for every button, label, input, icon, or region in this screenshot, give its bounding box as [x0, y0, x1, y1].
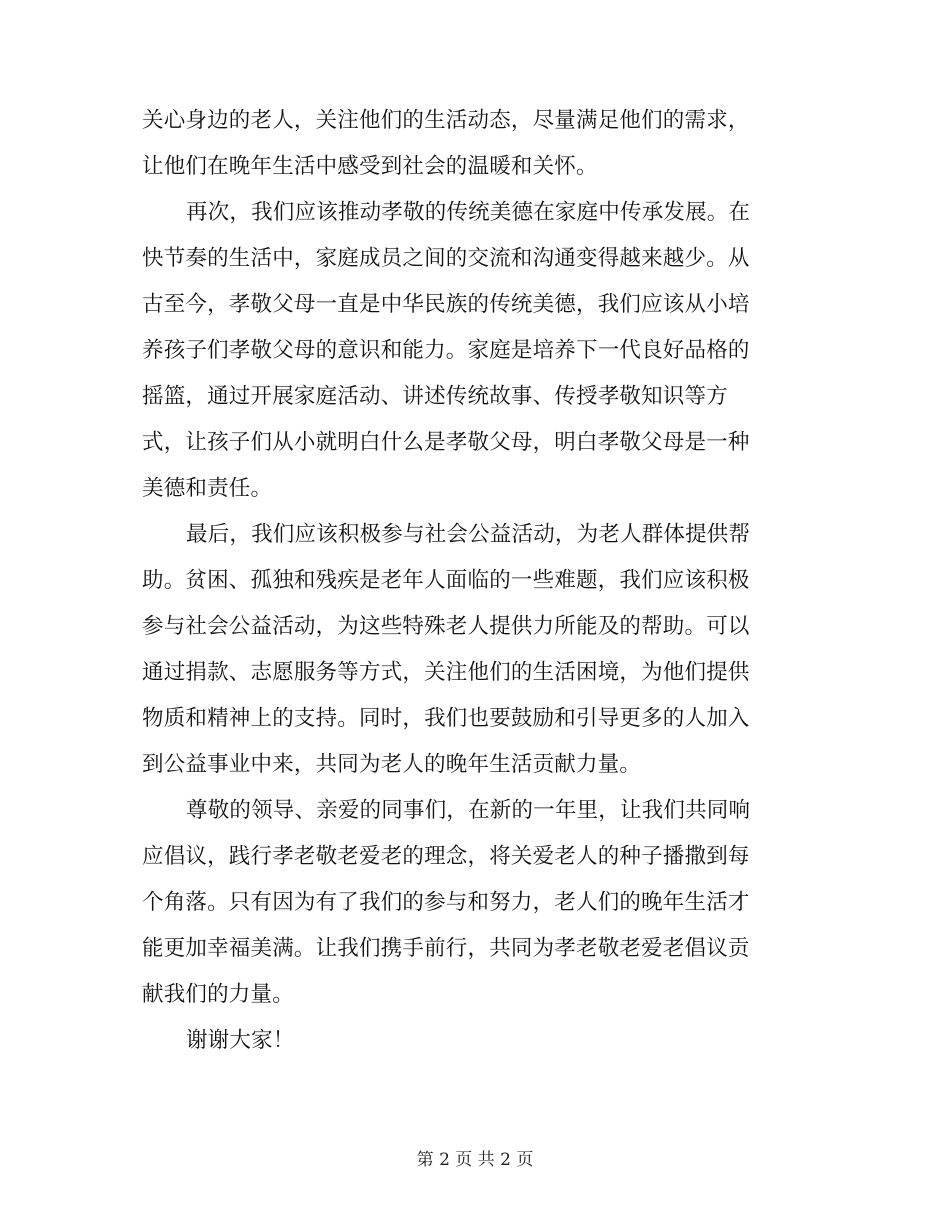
document-body — [142, 98, 802, 1064]
text-line: 快节奏的生活中，家庭成员之间的交流和沟通变得越来越少。从 — [142, 246, 750, 271]
text-line: 能更加幸福美满。让我们携手前行，共同为孝老敬老爱老倡议贡 — [142, 936, 750, 961]
text-line: 关心身边的老人，关注他们的生活动态，尽量满足他们的需求， — [142, 108, 750, 133]
text-line: 通过捐款、志愿服务等方式，关注他们的生活困境，为他们提供 — [142, 660, 750, 685]
text-line: 助。贫困、孤独和残疾是老年人面临的一些难题，我们应该积极 — [142, 568, 750, 593]
text-line: 参与社会公益活动，为这些特殊老人提供力所能及的帮助。可以 — [142, 614, 750, 639]
paragraph-start-line: 再次，我们应该推动孝敬的传统美德在家庭中传承发展。在 — [186, 200, 751, 225]
text-line: 物质和精神上的支持。同时，我们也要鼓励和引导更多的人加入 — [142, 706, 750, 731]
text-line: 到公益事业中来，共同为老人的晚年生活贡献力量。 — [142, 752, 642, 777]
paragraph-start-line: 尊敬的领导、亲爱的同事们，在新的一年里，让我们共同响 — [186, 798, 751, 823]
text-line: 养孩子们孝敬父母的意识和能力。家庭是培养下一代良好品格的 — [142, 338, 750, 363]
text-line: 应倡议，践行孝老敬老爱老的理念，将关爱老人的种子播撒到每 — [142, 844, 750, 869]
page-number-footer: 第 2 页 共 2 页 — [416, 1150, 534, 1170]
text-line: 美德和责任。 — [142, 476, 273, 501]
text-line: 古至今，孝敬父母一直是中华民族的传统美德，我们应该从小培 — [142, 292, 750, 317]
text-line: 献我们的力量。 — [142, 982, 294, 1007]
closing-line: 谢谢大家！ — [186, 1028, 295, 1053]
text-line: 摇篮，通过开展家庭活动、讲述传统故事、传授孝敬知识等方 — [142, 384, 728, 409]
text-line: 让他们在晚年生活中感受到社会的温暖和关怀。 — [142, 154, 598, 179]
paragraph-start-line: 最后，我们应该积极参与社会公益活动，为老人群体提供帮 — [186, 522, 751, 547]
text-line: 式，让孩子们从小就明白什么是孝敬父母，明白孝敬父母是一种 — [142, 430, 750, 455]
text-line: 个角落。只有因为有了我们的参与和努力，老人们的晚年生活才 — [142, 890, 750, 915]
